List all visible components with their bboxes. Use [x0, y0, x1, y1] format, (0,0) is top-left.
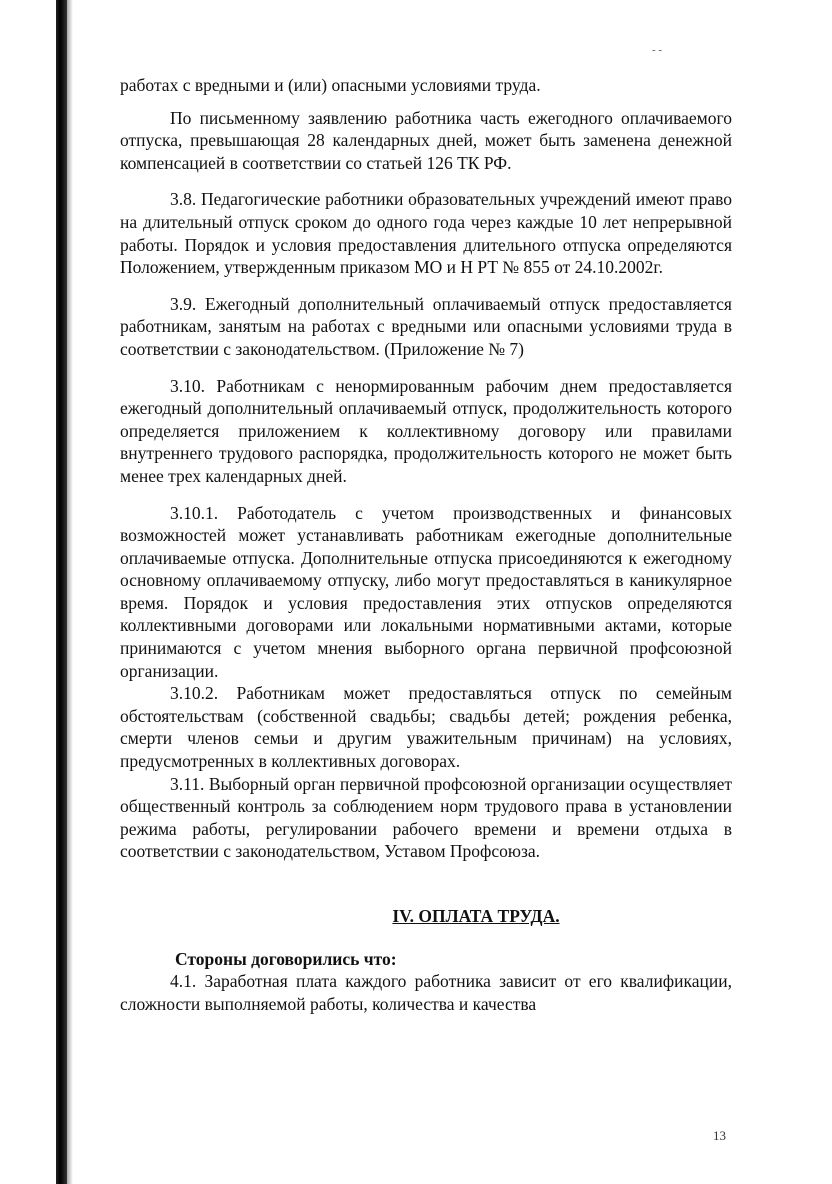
paragraph-3-10-2: 3.10.2. Работникам может предоставляться отпуск по семейным обстоятельствам (собственной свадьбы; свадьбы детей; рождения ребенка, смерти членов семьи и другим уважительным причинам) на условиях, предусмотренных в коллективных договорах.: [120, 683, 732, 772]
paragraph-3-8: 3.8. Педагогические работники образовательных учреждений имеют право на длительный отпуск сроком до одного года через каждые 10 лет непрерывной работы. Порядок и условия предоставления длительного отпуска определяются Положением, утвержденным приказом МО и Н РТ № 855 от 24.10.2002г.: [120, 189, 732, 278]
paragraph-3-10-1: 3.10.1. Работодатель с учетом производственных и финансовых возможностей может устанавливать работникам ежегодные дополнительные оплачиваемые отпуска. Дополнительные отпуска присоединяются к ежегодному основному оплачиваемому отпуску, либо могут предоставляться в каникулярное время. Порядок и условия предоставления этих отпусков определяются коллективными договорами или локальными нормативными актами, которые принимаются с учетом мнения выборного органа первичной профсоюзной организации.: [120, 502, 732, 681]
paragraph-continuation: работах с вредными и (или) опасными условиями труда.: [120, 75, 541, 95]
agreement-line: Стороны договорились что:: [175, 948, 397, 969]
page-number: 13: [713, 1128, 726, 1143]
scan-binding-edge: [56, 0, 67, 1184]
section-heading: IV. ОПЛАТА ТРУДА.: [392, 906, 560, 926]
scan-edge-shadow: [67, 0, 73, 1184]
paragraph-3-10: 3.10. Работникам с ненормированным рабочим днем предоставляется ежегодный дополнительный оплачиваемый отпуск, продолжительность которого определяется приложением к коллективному договору или правилами внутреннего трудового распорядка, продолжительность которого не может быть менее трех календарных дней.: [120, 375, 732, 486]
document-body: [120, 74, 732, 1015]
paragraph-3-9: 3.9. Ежегодный дополнительный оплачиваемый отпуск предоставляется работникам, занятым на работах с вредными или опасными условиями труда в соответствии с законодательством. (Приложение № 7): [120, 293, 732, 359]
paragraph-4-1: 4.1. Заработная плата каждого работника зависит от его квалификации, сложности выполняемой работы, количества и качества: [120, 971, 732, 1014]
corner-mark: - -: [652, 44, 663, 56]
paragraph-3-11: 3.11. Выборный орган первичной профсоюзной организации осуществляет общественный контроль за соблюдением норм трудового права в установлении режима работы, регулировании рабочего времени и времени отдыха в соответствии с законодательством, Уставом Профсоюза.: [120, 773, 732, 862]
paragraph-compensation: По письменному заявлению работника часть ежегодного оплачиваемого отпуска, превышающая 28 календарных дней, может быть заменена денежной компенсацией в соответствии со статьей 126 ТК РФ.: [120, 107, 732, 173]
